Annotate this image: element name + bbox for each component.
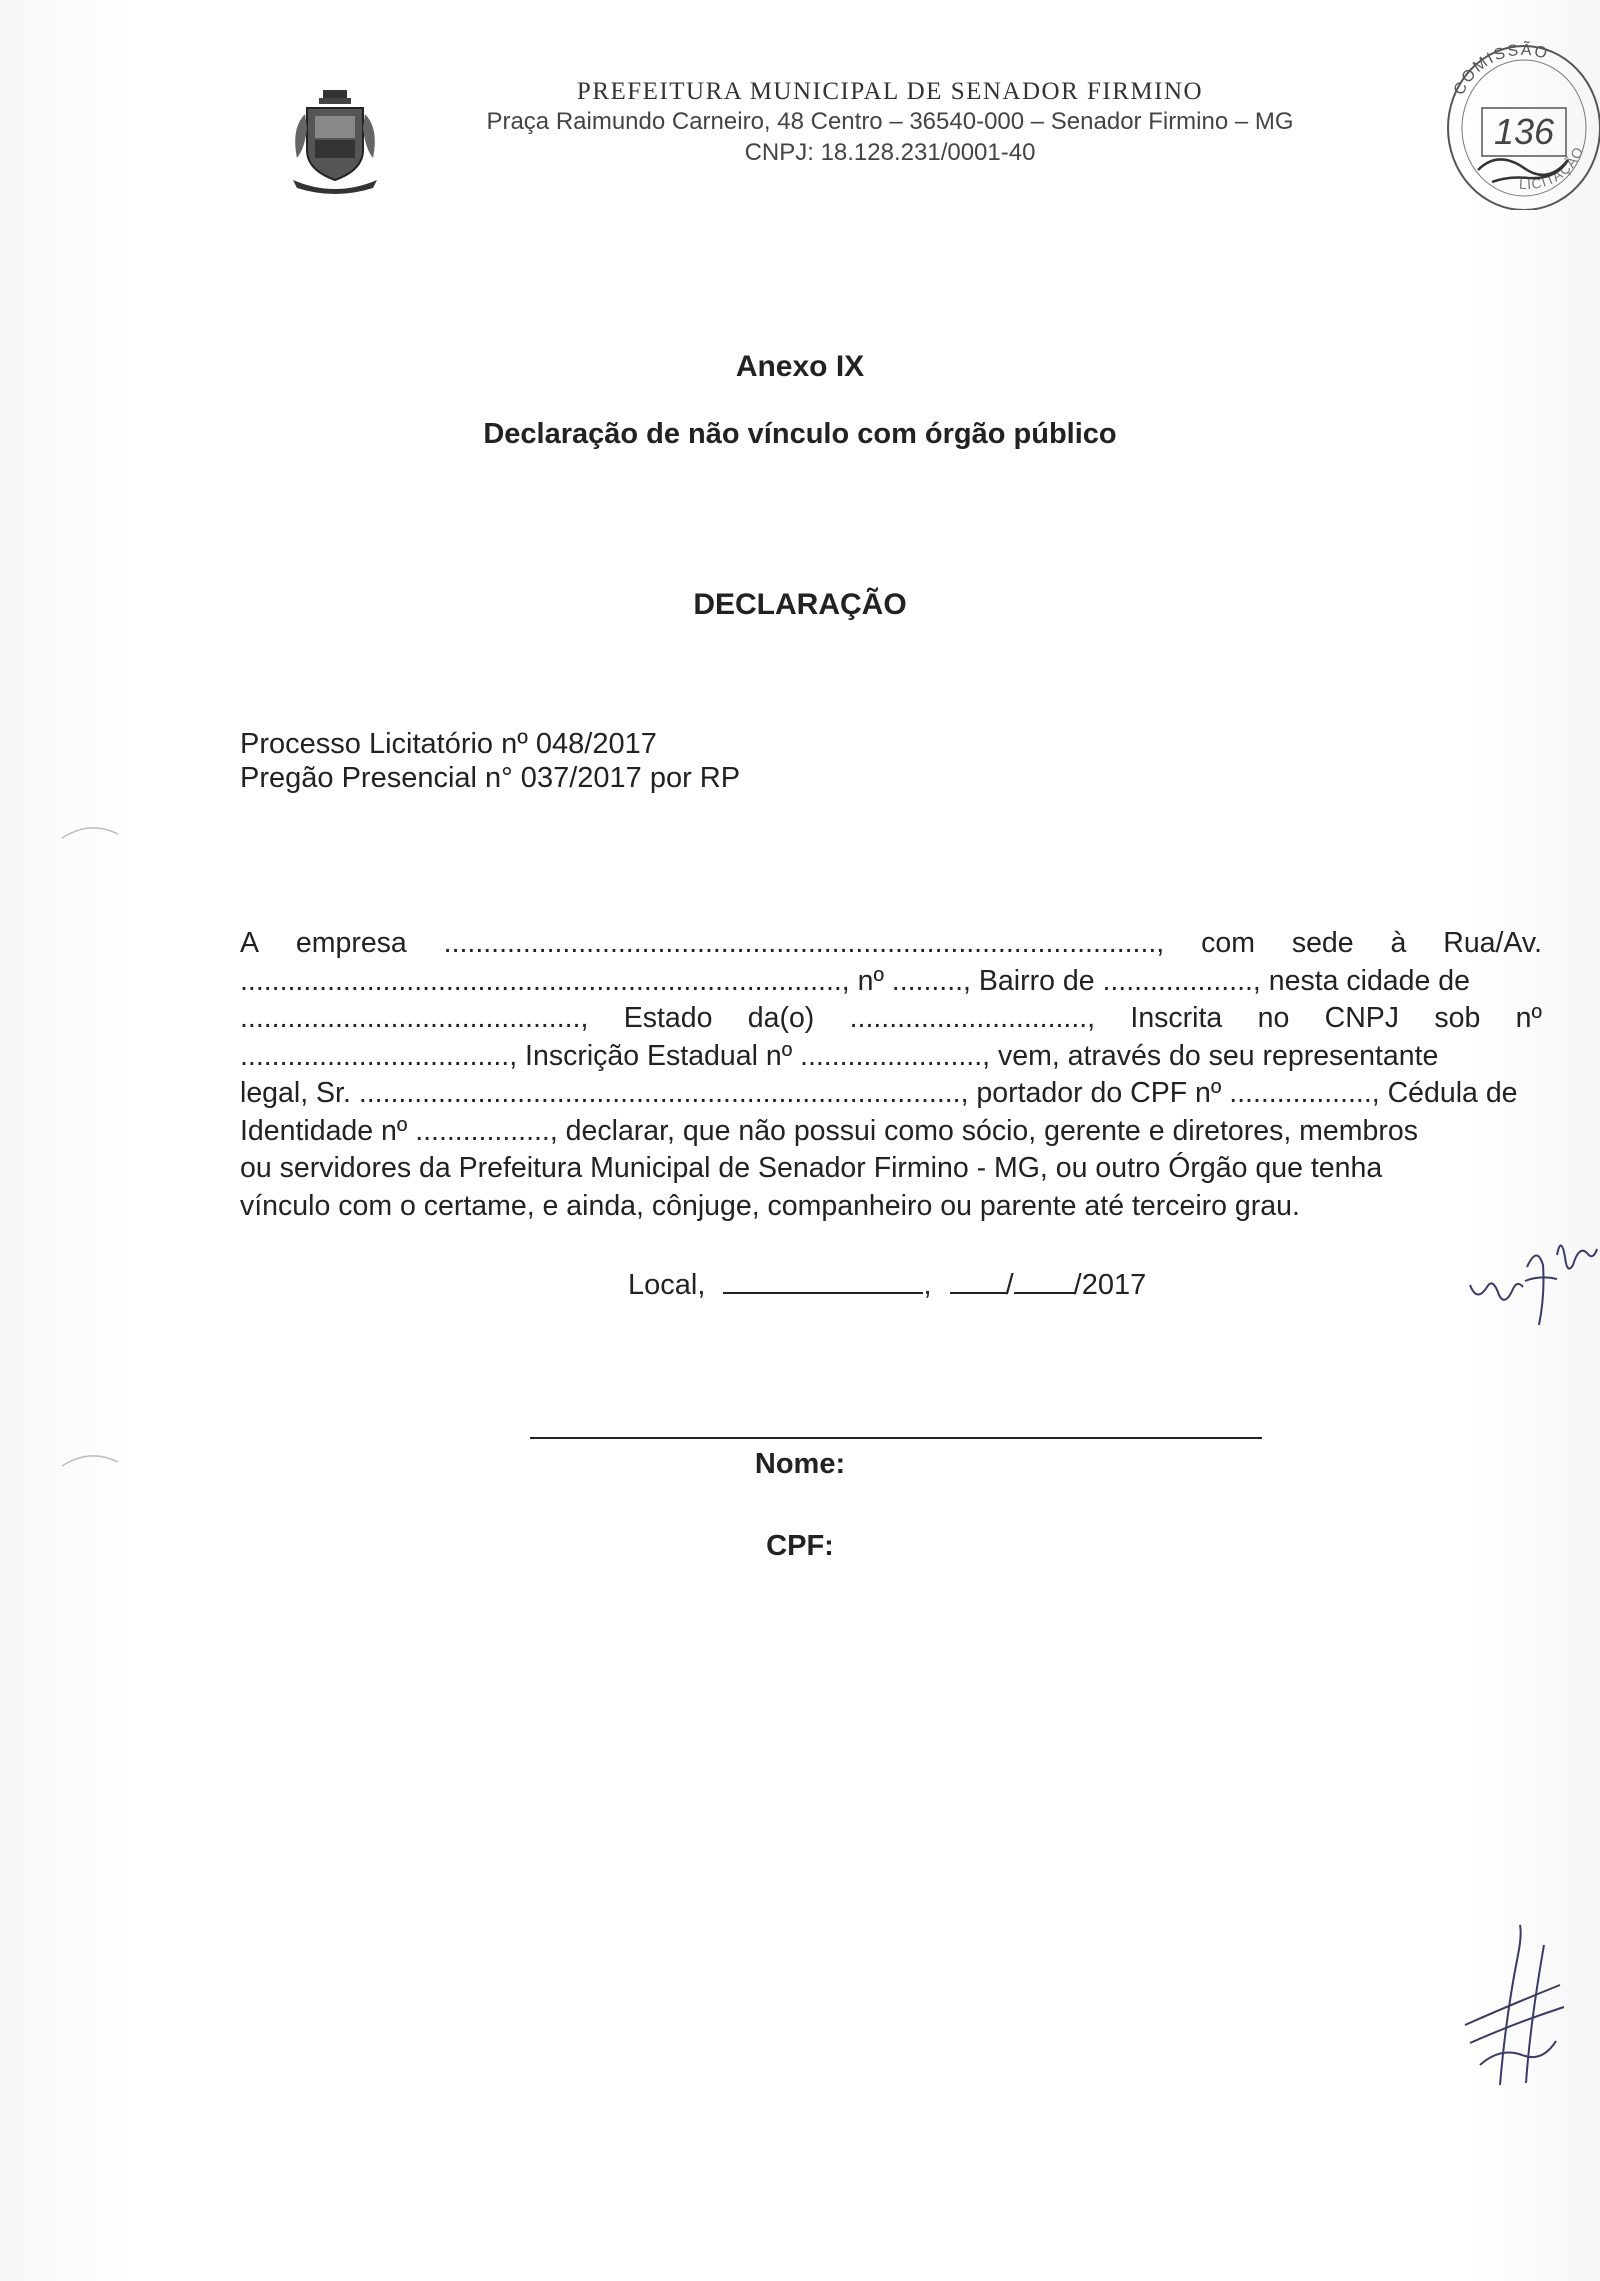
declaration-body	[240, 925, 1542, 1225]
body-line-1: A empresa .........................................................................................., com sede à Rua/Av.	[240, 927, 1542, 959]
body-line-5: legal, Sr. ............................................................................, portador do CPF nº .................., Cédula de	[240, 1077, 1518, 1109]
body-line-2: ............................................................................, nº ........., Bairro de ..................., nesta cidade de	[240, 964, 1470, 997]
annex-title: Anexo IX	[735, 350, 865, 383]
local-comma: ,	[923, 1269, 932, 1301]
year-text: /2017	[1073, 1269, 1147, 1301]
body-line-4: .................................., Inscrição Estadual nº ......................., vem, através do seu representante	[240, 1039, 1439, 1072]
coat-of-arms-icon	[285, 88, 385, 198]
month-blank	[1014, 1268, 1074, 1294]
local-blank	[723, 1268, 923, 1294]
auction-number: Pregão Presencial n° 037/2017 por RP	[240, 762, 741, 794]
handwritten-initials-icon	[1465, 1225, 1600, 1340]
local-date-row	[628, 1268, 1146, 1302]
svg-text:COMISSÃO: COMISSÃO	[1450, 41, 1551, 98]
body-line-7: ou servidores da Prefeitura Municipal de Senador Firmino - MG, ou outro Órgão que tenha	[240, 1152, 1383, 1184]
local-label: Local,	[628, 1269, 706, 1301]
punch-mark-icon	[60, 820, 120, 840]
body-line-6: Identidade nº ................., declarar, que não possui como sócio, gerente e diretores, membros	[240, 1114, 1418, 1147]
signer-cpf-label: CPF:	[766, 1530, 834, 1562]
header-title: PREFEITURA MUNICIPAL DE SENADOR FIRMINO	[576, 78, 1204, 105]
process-number: Processo Licitatório nº 048/2017	[240, 728, 657, 760]
date-slash: /	[1005, 1269, 1014, 1301]
signature-line	[530, 1437, 1262, 1439]
body-line-8: vínculo com o certame, e ainda, cônjuge, companheiro ou parente até terceiro grau.	[240, 1189, 1300, 1222]
signer-name-label: Nome:	[754, 1448, 846, 1480]
body-line-3: ..........................................., Estado da(o) .............................., Inscrita no CNPJ sob nº	[240, 1002, 1542, 1034]
punch-mark-icon	[60, 1448, 120, 1468]
svg-text:LICITAÇÃO: LICITAÇÃO	[1518, 143, 1587, 193]
day-blank	[950, 1268, 1006, 1294]
header-address: Praça Raimundo Carneiro, 48 Centro – 36540-000 – Senador Firmino – MG	[486, 108, 1294, 135]
svg-text:136: 136	[1493, 111, 1555, 152]
margin-rubric-icon	[1460, 1915, 1570, 2095]
header-cnpj: CNPJ: 18.128.231/0001-40	[744, 139, 1036, 166]
declaration-heading: DECLARAÇÃO	[693, 588, 907, 621]
document-subtitle: Declaração de não vínculo com órgão público	[483, 418, 1117, 450]
commission-stamp-icon	[1428, 20, 1600, 210]
